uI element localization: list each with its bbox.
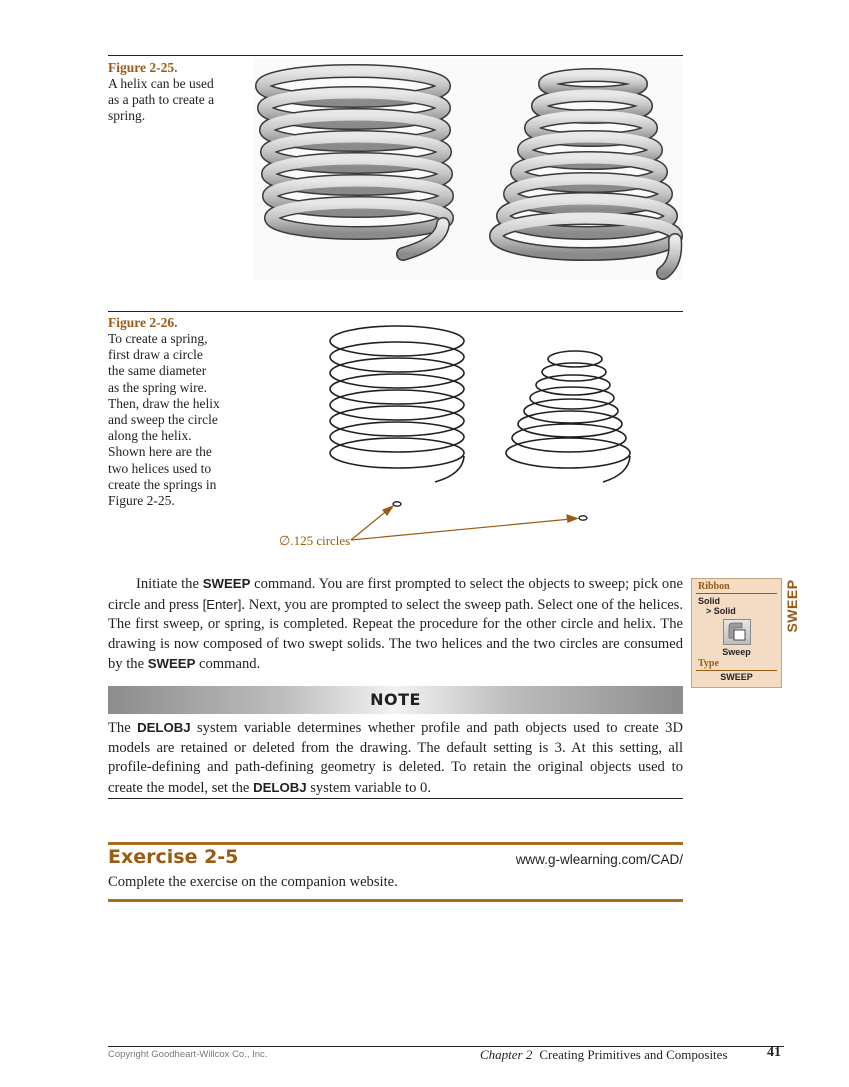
figure-caption-line: Shown here are the xyxy=(108,444,212,460)
profile-circle-left xyxy=(393,502,401,506)
figure-label: Figure 2-25. xyxy=(108,60,178,75)
chapter-label: Chapter 2 xyxy=(480,1047,533,1062)
spring-render-illustration xyxy=(253,58,683,280)
note-text xyxy=(108,718,683,798)
figure-caption-line: and sweep the circle xyxy=(108,412,218,428)
figure-caption-line: Then, draw the helix xyxy=(108,395,220,411)
type-heading: Type xyxy=(698,658,719,669)
ribbon-tab-path: Solid xyxy=(698,596,720,606)
exercise-top-rule xyxy=(108,842,683,845)
figure-caption-line: create the springs in xyxy=(108,476,217,492)
figure-caption-line: as the spring wire. xyxy=(108,379,207,395)
vertical-command-label: SWEEP xyxy=(784,579,800,633)
exercise-text: Complete the exercise on the companion website. xyxy=(108,874,398,890)
ribbon-heading: Ribbon xyxy=(698,581,730,592)
cylindrical-helix xyxy=(330,326,464,482)
figure-caption-line: the same diameter xyxy=(108,363,207,379)
note-bottom-rule xyxy=(108,798,683,799)
footer-copyright: Copyright Goodheart-Willcox Co., Inc. xyxy=(108,1049,268,1060)
figure-caption-line: spring. xyxy=(108,108,146,124)
figure-caption-line: Figure 2-25. xyxy=(108,493,175,509)
text: system variable determines whether profile and path objects used to create 3D models are retained or deleted from the drawing. The default setting is 3. At this setting, all profile-defining and path-defining geometry is deleted. To retain the original objects used to create the model, set the xyxy=(108,720,683,796)
text: system variable to 0. xyxy=(306,779,431,796)
figure-2-25-image xyxy=(253,58,683,280)
figure-caption-line: two helices used to xyxy=(108,460,212,476)
vertical-command-tab xyxy=(782,578,802,634)
helix-wireframe-illustration xyxy=(253,314,683,554)
text: The xyxy=(108,720,138,736)
note-header-bar xyxy=(108,686,683,714)
sweep-button-label: Sweep xyxy=(722,647,751,657)
text: Initiate the xyxy=(136,576,203,592)
conical-helix xyxy=(506,351,630,482)
footer-chapter xyxy=(480,1046,728,1064)
text: command. You are first prompted to select the objects to sweep; pick one circle and press xyxy=(108,576,683,613)
sweep-ribbon-button[interactable] xyxy=(723,619,751,645)
figure-label: Figure 2-26. xyxy=(108,315,178,330)
ribbon-panel-path: > Solid xyxy=(706,606,736,616)
sweep-icon xyxy=(724,620,750,644)
text: . Next, you are prompted to select the sweep path. Select one of the helices. The first sweep, or spring, is completed. Repeat the procedure for the other circle and helix. The drawing is now composed of two swept solids. The two helices and the two circles are consumed by the xyxy=(108,596,683,673)
leader-arrows xyxy=(351,506,577,540)
figure-2-25-top-rule xyxy=(108,55,683,56)
figure-caption-line: To create a spring, xyxy=(108,331,208,346)
key-enter: [Enter] xyxy=(202,596,242,612)
body-paragraph xyxy=(108,574,683,675)
figure-caption-line: A helix can be used xyxy=(108,76,214,91)
system-variable-delobj: DELOBJ xyxy=(137,720,191,735)
chapter-title: Creating Primitives and Composites xyxy=(539,1047,728,1062)
companion-website-link[interactable]: www.g-wlearning.com/CAD/ xyxy=(515,852,683,867)
conical-spring xyxy=(496,75,676,273)
divider xyxy=(696,670,777,671)
note-title: NOTE xyxy=(370,690,421,709)
type-command: SWEEP xyxy=(720,672,753,682)
figure-caption-line: first draw a circle xyxy=(108,347,203,363)
command-access-sidebar xyxy=(691,578,782,688)
text: command. xyxy=(195,656,261,673)
figure-caption-line: as a path to create a xyxy=(108,92,215,108)
exercise-bottom-rule xyxy=(108,899,683,902)
cylindrical-spring xyxy=(262,71,447,254)
command-sweep: SWEEP xyxy=(147,656,196,672)
figure-2-26-top-rule xyxy=(108,311,683,312)
command-sweep: SWEEP xyxy=(202,576,251,591)
profile-circle-right xyxy=(579,516,587,520)
exercise-title: Exercise 2-5 xyxy=(108,846,239,868)
circle-diameter-annotation: ∅.125 circles xyxy=(279,533,351,548)
figure-2-25-caption-block xyxy=(108,60,248,125)
figure-2-26-caption-block xyxy=(108,315,248,509)
figure-caption-line: along the helix. xyxy=(108,428,192,444)
system-variable-delobj: DELOBJ xyxy=(253,779,307,795)
page-number: 41 xyxy=(767,1045,781,1060)
figure-2-26-image xyxy=(253,314,683,554)
